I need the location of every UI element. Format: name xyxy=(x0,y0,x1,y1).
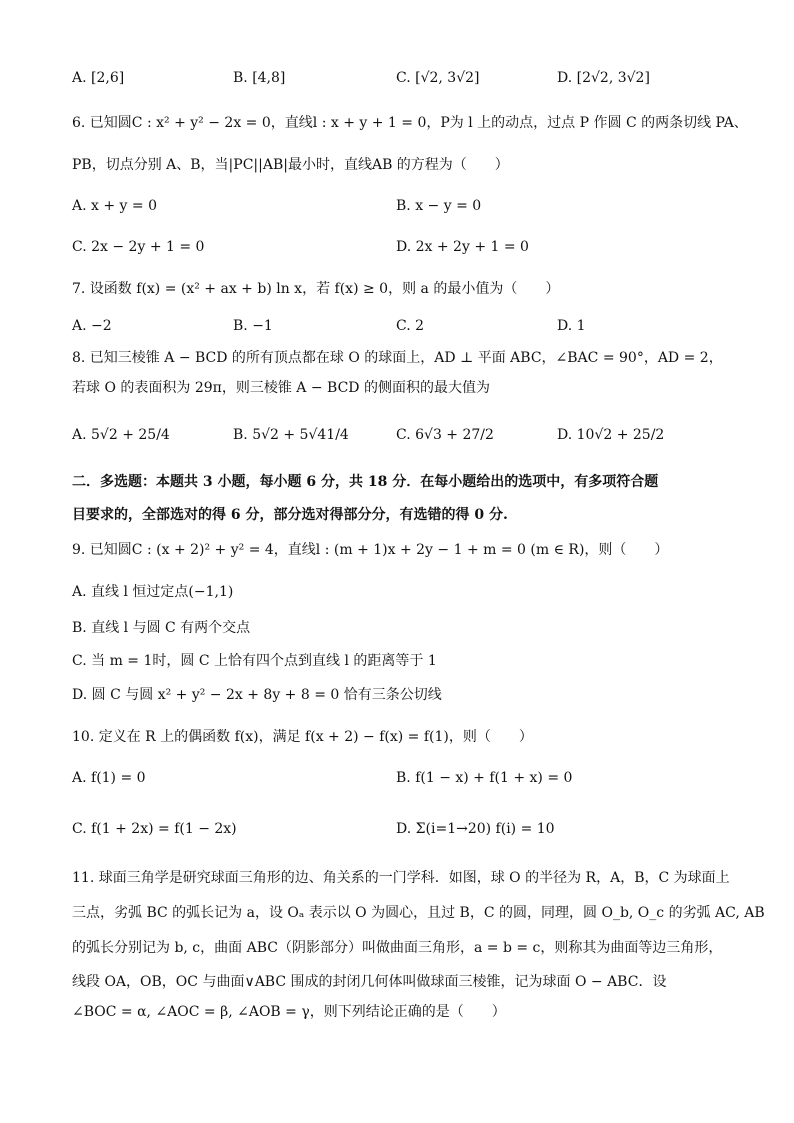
q10-stem-line1: 10. 定义在 R 上的偶函数 f(x)，满足 f(x + 2) − f(x) = f(1)，则（ ） xyxy=(72,729,533,745)
section-2-line2: 目要求的，全部选对的得 6 分，部分选对得部分分，有选错的得 0 分. xyxy=(72,507,508,523)
q9-option-b: B. 直线 l 与圆 C 有两个交点 xyxy=(72,620,251,636)
q8-stem-line2: 若球 O 的表面积为 29π，则三棱锥 A − BCD 的侧面积的最大值为 xyxy=(72,380,490,396)
q11-stem-line5: ∠BOC = α, ∠AOC = β, ∠AOB = γ，则下列结论正确的是（ ） xyxy=(72,1004,506,1020)
q6-stem-line1: 6. 已知圆C : x² + y² − 2x = 0，直线l : x + y + 1 = 0，P为 l 上的动点，过点 P 作圆 C 的两条切线 PA、 xyxy=(72,115,748,131)
q6-stem-line2: PB，切点分别 A、B，当|PC||AB|最小时，直线AB 的方程为（ ） xyxy=(72,157,509,173)
q8-stem-line1: 8. 已知三棱锥 A − BCD 的所有顶点都在球 O 的球面上，AD ⊥ 平面 ABC，∠BAC = 90°，AD = 2， xyxy=(72,350,723,366)
q7-option-d: D. 1 xyxy=(557,318,586,334)
q10-option-c: C. f(1 + 2x) = f(1 − 2x) xyxy=(72,821,237,837)
q6-option-d: D. 2x + 2y + 1 = 0 xyxy=(396,239,529,255)
section-2-line1: 二．多选题：本题共 3 小题，每小题 6 分，共 18 分．在每小题给出的选项中，有多项符合题 xyxy=(72,474,659,490)
q6-option-a: A. x + y = 0 xyxy=(72,198,157,214)
q5-option-a: A. [2,6] xyxy=(72,70,125,86)
q6-option-c: C. 2x − 2y + 1 = 0 xyxy=(72,239,205,255)
q8-option-d: D. 10√2 + 25/2 xyxy=(557,427,665,443)
q9-option-c: C. 当 m = 1时，圆 C 上恰有四个点到直线 l 的距离等于 1 xyxy=(72,653,437,669)
q11-stem-line4: 线段 OA，OB，OC 与曲面∨ABC 围成的封闭几何体叫做球面三棱锥，记为球面 O − ABC．设 xyxy=(72,974,667,990)
q7-option-c: C. 2 xyxy=(396,318,425,334)
q10-option-b: B. f(1 − x) + f(1 + x) = 0 xyxy=(396,770,573,786)
q5-option-b: B. [4,8] xyxy=(233,70,286,86)
q8-option-b: B. 5√2 + 5√41/4 xyxy=(233,427,349,443)
q5-option-c: C. [√2, 3√2] xyxy=(396,70,480,86)
q8-option-a: A. 5√2 + 25/4 xyxy=(72,427,170,443)
q5-option-d: D. [2√2, 3√2] xyxy=(557,70,650,86)
q10-option-a: A. f(1) = 0 xyxy=(72,770,146,786)
q9-stem-line1: 9. 已知圆C : (x + 2)² + y² = 4，直线l : (m + 1)x + 2y − 1 + m = 0 (m ∈ R)，则（ ） xyxy=(72,542,669,558)
q11-stem-line3: 的弧长分别记为 b, c，曲面 ABC（阴影部分）叫做曲面三角形，a = b = c，则称其为曲面等边三角形， xyxy=(72,940,723,956)
q11-stem-line2: 三点，劣弧 BC 的弧长记为 a，设 Oₐ 表示以 O 为圆心，且过 B，C 的圆，同理，圆 O_b, O_c 的劣弧 AC, AB xyxy=(72,905,765,921)
q8-option-c: C. 6√3 + 27/2 xyxy=(396,427,494,443)
q10-option-d: D. Σ(i=1→20) f(i) = 10 xyxy=(396,821,555,837)
q7-stem-line1: 7. 设函数 f(x) = (x² + ax + b) ln x，若 f(x) ≥ 0，则 a 的最小值为（ ） xyxy=(72,281,560,297)
q7-option-a: A. −2 xyxy=(72,318,112,334)
q7-option-b: B. −1 xyxy=(233,318,273,334)
q6-option-b: B. x − y = 0 xyxy=(396,198,482,214)
q9-option-d: D. 圆 C 与圆 x² + y² − 2x + 8y + 8 = 0 恰有三条公切线 xyxy=(72,687,442,703)
q11-stem-line1: 11. 球面三角学是研究球面三角形的边、角关系的一门学科．如图，球 O 的半径为 R，A，B，C 为球面上 xyxy=(72,870,730,886)
q9-option-a: A. 直线 l 恒过定点(−1,1) xyxy=(72,584,234,600)
